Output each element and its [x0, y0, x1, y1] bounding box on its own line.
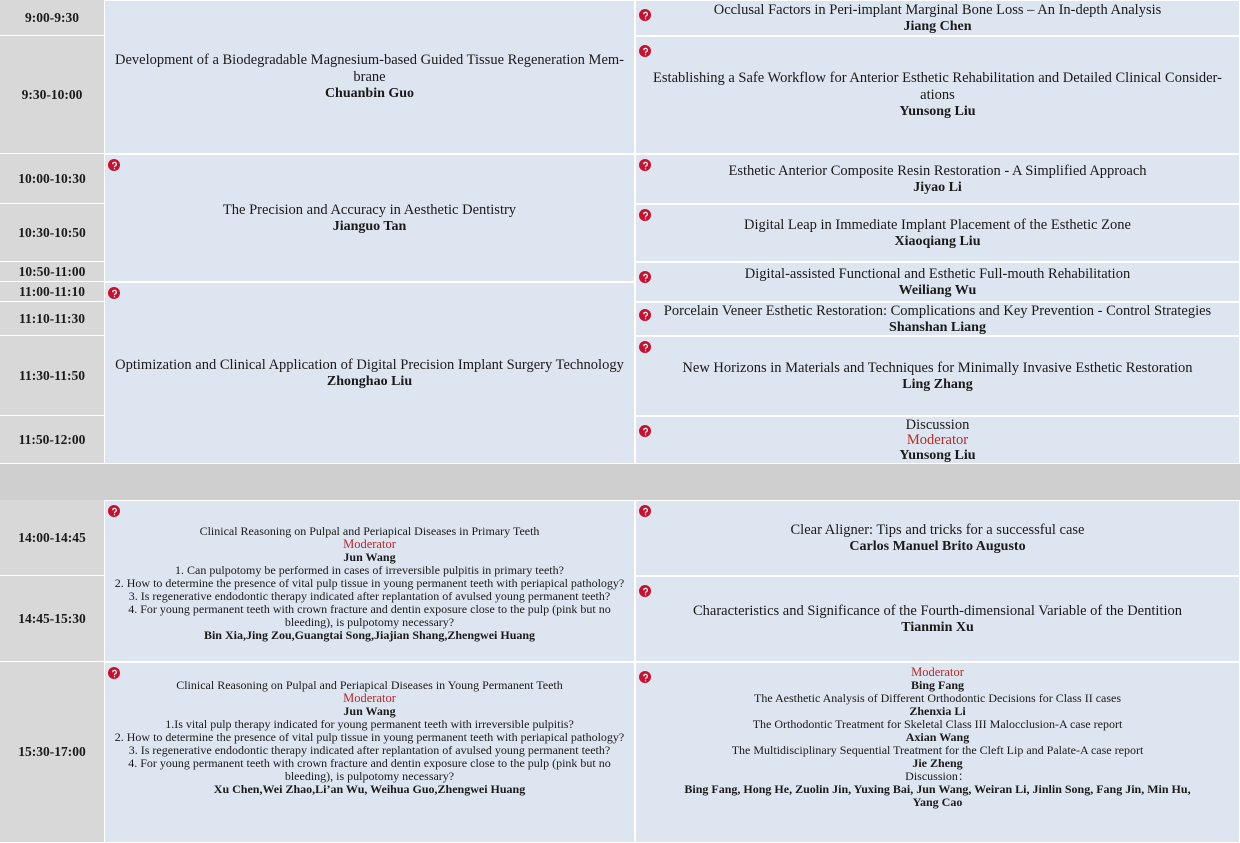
question-item: 4. For young permanent teeth with crown fracture and dentin exposure close to the pulp (pink but no	[128, 756, 611, 770]
session-cell	[635, 0, 1240, 36]
session-title: The Precision and Accuracy in Aesthetic Dentistry	[222, 201, 517, 218]
session-title: Development of a Biodegradable Magnesium-based Guided Tissue Regeneration Mem-	[115, 52, 624, 68]
moderator-name: Bing Fang	[910, 678, 964, 692]
speaker-name: Axian Wang	[905, 730, 970, 744]
panel-names-cont: Yang Cao	[912, 795, 963, 809]
session-title: Clear Aligner: Tips and tricks for a successful case	[790, 521, 1085, 538]
session-title-cont: brane	[353, 69, 386, 85]
session-title-cont: ations	[920, 87, 955, 103]
speaker-name: Jiyao Li	[913, 179, 962, 195]
time-slot: 11:10-11:30	[0, 302, 104, 336]
moderator-name: Yunsong Liu	[899, 447, 976, 463]
session-cell	[635, 662, 1240, 843]
time-slot: 10:30-10:50	[0, 204, 104, 262]
session-cell	[635, 302, 1240, 336]
session-title: Digital-assisted Functional and Esthetic Full-mouth Rehabilitation	[744, 265, 1131, 282]
session-cell	[104, 662, 635, 843]
speaker-badge-icon	[108, 287, 120, 299]
moderator-name: Jun Wang	[343, 550, 396, 564]
question-item: 2. How to determine the presence of vital pulp tissue in young permanent teeth with periapical pathology?	[114, 730, 625, 744]
session-title: Esthetic Anterior Composite Resin Restoration - A Simplified Approach	[728, 162, 1147, 179]
speaker-badge-icon	[108, 667, 120, 679]
talk-title: The Aesthetic Analysis of Different Orthodontic Decisions for Class II cases	[753, 691, 1122, 705]
time-slot: 9:00-9:30	[0, 0, 104, 36]
moderator-label: Moderator	[343, 691, 396, 705]
time-slot: 14:00-14:45	[0, 500, 104, 576]
time-slot: 11:30-11:50	[0, 336, 104, 416]
lunch-break-band	[0, 464, 1240, 500]
session-title: Occlusal Factors in Peri-implant Marginal Bone Loss – An In-depth Analysis	[713, 1, 1162, 18]
speaker-badge-icon	[639, 271, 651, 283]
talk-title: The Orthodontic Treatment for Skeletal Class III Malocclusion-A case report	[752, 717, 1123, 731]
speaker-badge-icon	[639, 341, 651, 353]
question-item: 2. How to determine the presence of vital pulp tissue in young permanent teeth with periapical pathology?	[114, 576, 625, 590]
session-title: Discussion	[905, 416, 970, 433]
speaker-badge-icon	[639, 425, 651, 437]
time-slot: 10:00-10:30	[0, 154, 104, 204]
time-slot: 10:50-11:00	[0, 262, 104, 282]
moderator-label: Moderator	[343, 537, 396, 551]
speaker-badge-icon	[639, 159, 651, 171]
speaker-name: Jie Zheng	[912, 756, 963, 770]
speaker-name: Shanshan Liang	[889, 319, 986, 335]
question-item: bleeding), is pulpotomy necessary?	[284, 769, 455, 783]
moderator-label: Moderator	[911, 665, 964, 679]
speaker-name: Yunsong Liu	[899, 104, 976, 119]
speaker-name: Carlos Manuel Brito Augusto	[849, 538, 1026, 554]
session-title: Porcelain Veneer Esthetic Restoration: Complications and Key Prevention - Control Strategies	[663, 302, 1212, 319]
session-cell	[635, 154, 1240, 204]
session-cell	[635, 262, 1240, 302]
speaker-name: Zhenxia Li	[909, 704, 966, 718]
question-item: 3. Is regenerative endodontic therapy indicated after replantation of avulsed young permanent teeth?	[128, 743, 611, 757]
session-cell	[104, 154, 635, 282]
question-item: 1. Can pulpotomy be performed in cases of irreversible pulpitis in primary teeth?	[175, 563, 564, 577]
session-title: New Horizons in Materials and Techniques for Minimally Invasive Esthetic Restoration	[682, 359, 1193, 376]
speaker-badge-icon	[639, 209, 651, 221]
session-cell	[635, 416, 1240, 464]
time-slot: 15:30-17:00	[0, 662, 104, 843]
moderator-label: Moderator	[906, 431, 969, 448]
question-item: 4. For young permanent teeth with crown fracture and dentin exposure close to the pulp (pink but no	[128, 602, 611, 616]
question-item: 1.Is vital pulp therapy indicated for young permanent teeth with irreversible pulpitis?	[165, 717, 574, 731]
time-slot: 9:30-10:00	[0, 36, 104, 154]
speaker-badge-icon	[639, 671, 651, 683]
speaker-name: Jianguo Tan	[332, 218, 407, 234]
session-cell	[635, 576, 1240, 662]
speaker-badge-icon	[639, 9, 651, 21]
panel-names: Bin Xia,Jing Zou,Guangtai Song,Jiajian Shang,Zhengwei Huang	[203, 628, 536, 642]
session-cell	[635, 204, 1240, 262]
time-slot: 14:45-15:30	[0, 576, 104, 662]
session-cell	[635, 500, 1240, 576]
session-title: Clinical Reasoning on Pulpal and Periapical Diseases in Primary Teeth	[199, 524, 540, 538]
question-item: 3. Is regenerative endodontic therapy indicated after replantation of avulsed young permanent teeth?	[128, 589, 611, 603]
talk-title: The Multidisciplinary Sequential Treatment for the Cleft Lip and Palate-A case report	[731, 743, 1144, 757]
speaker-name: Weiliang Wu	[898, 282, 977, 298]
discussion-label: Discussion：	[905, 769, 970, 783]
panel-names: Xu Chen,Wei Zhao,Li’an Wu, Weihua Guo,Zhengwei Huang	[213, 782, 526, 796]
speaker-badge-icon	[639, 309, 651, 321]
session-cell	[635, 336, 1240, 416]
question-item: bleeding), is pulpotomy necessary?	[284, 615, 455, 629]
session-title: Optimization and Clinical Application of Digital Precision Implant Surgery Technology	[115, 356, 624, 373]
moderator-name: Jun Wang	[343, 704, 396, 718]
speaker-name: Tianmin Xu	[901, 619, 974, 635]
session-cell	[104, 500, 635, 662]
speaker-name: Chuanbin Guo	[324, 86, 415, 101]
speaker-name: Jiang Chen	[903, 18, 972, 34]
speaker-badge-icon	[639, 45, 651, 57]
speaker-badge-icon	[108, 505, 120, 517]
time-slot: 11:50-12:00	[0, 416, 104, 464]
session-cell	[104, 0, 635, 154]
session-title: Characteristics and Significance of the Fourth-dimensional Variable of the Dentition	[693, 602, 1182, 619]
speaker-badge-icon	[639, 585, 651, 597]
speaker-badge-icon	[108, 159, 120, 171]
panel-names: Bing Fang, Hong He, Zuolin Jin, Yuxing Bai, Jun Wang, Weiran Li, Jinlin Song, Fang Jin, Min Hu,	[684, 782, 1191, 796]
session-cell	[104, 282, 635, 464]
session-title: Digital Leap in Immediate Implant Placement of the Esthetic Zone	[744, 216, 1131, 233]
time-slot: 11:00-11:10	[0, 282, 104, 302]
session-cell	[635, 36, 1240, 154]
session-title: Clinical Reasoning on Pulpal and Periapical Diseases in Young Permanent Teeth	[176, 678, 563, 692]
speaker-badge-icon	[639, 505, 651, 517]
session-title: Establishing a Safe Workflow for Anterior Esthetic Rehabilitation and Detailed Clinical Consider-	[653, 70, 1222, 86]
speaker-name: Ling Zhang	[902, 376, 973, 392]
speaker-name: Zhonghao Liu	[326, 373, 413, 389]
speaker-name: Xiaoqiang Liu	[894, 233, 981, 249]
